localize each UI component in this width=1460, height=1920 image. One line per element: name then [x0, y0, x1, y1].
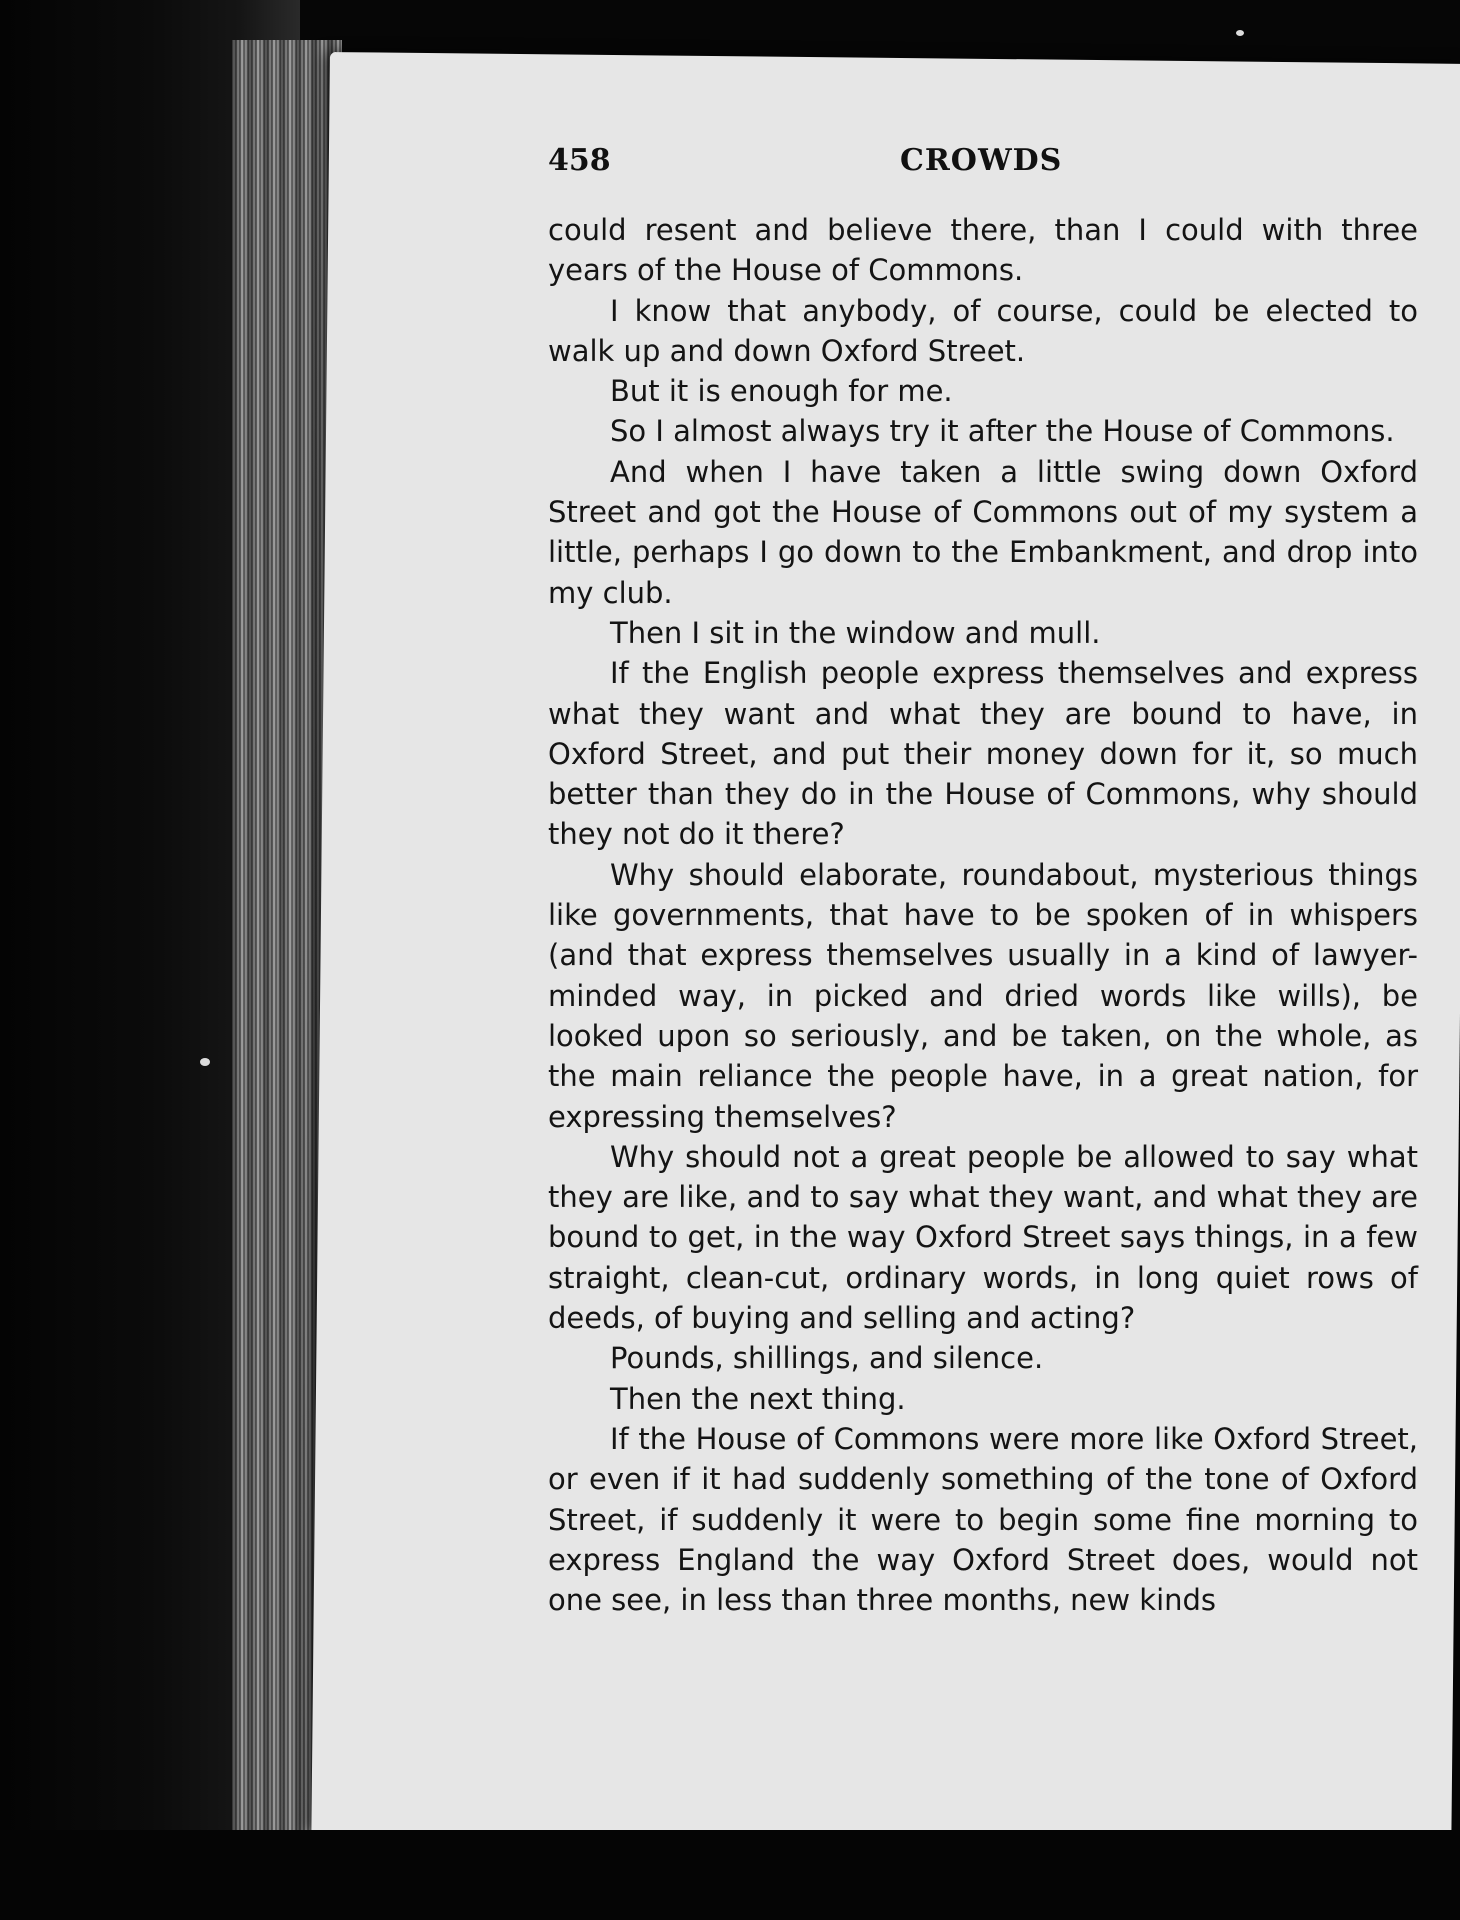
paragraph: I know that anybody, of course, could be elected to walk up and down Oxford Street.	[548, 293, 1418, 368]
paragraph: Why should not a great people be allowed to say what they are like, and to say what they want, and what they are bound to get, in the way Oxford Street says things, in a few straight, clean-cut, ordinary words, in long quiet rows of deeds, of buying and selling and acting?	[548, 1139, 1418, 1336]
paragraph: If the English people express themselves and express what they want and what they are bound to have, in Oxford Street, and put their money down for it, so much better than they do in the House of Commons, why should they not do it there?	[548, 656, 1418, 852]
paragraph: If the House of Commons were more like Oxford Street, or even if it had suddenly something of the tone of Oxford Street, if suddenly it were to begin some fine morning to express England the way Oxford Street does, would not one see, in less than three months, new kinds	[548, 1421, 1418, 1618]
page-header	[548, 143, 1408, 183]
paragraph: But it is enough for me.	[610, 374, 953, 409]
dust-speck	[1236, 30, 1244, 36]
bottom-shadow	[0, 1830, 1460, 1920]
page-number: 458	[548, 143, 611, 178]
body-text	[548, 210, 1418, 1620]
running-title: CROWDS	[900, 143, 1063, 178]
paragraph: Then the next thing.	[610, 1381, 906, 1416]
paragraph: So I almost always try it after the House of Commons.	[610, 414, 1395, 449]
paragraph: could resent and believe there, than I could with three years of the House of Commons.	[548, 213, 1418, 288]
paragraph: Then I sit in the window and mull.	[610, 615, 1101, 650]
paragraph: Pounds, shillings, and silence.	[610, 1341, 1044, 1376]
paragraph: Why should elaborate, roundabout, mysterious things like governments, that have to be spoken of in whispers (and that express themselves usually in a kind of lawyer-minded way, in picked and dried words like wills), be looked upon so seriously, and be taken, on the whole, as the main reliance the people have, in a great nation, for expressing themselves?	[548, 857, 1418, 1134]
paragraph: And when I have taken a little swing down Oxford Street and got the House of Commons out of my system a little, perhaps I go down to the Embankment, and drop into my club.	[548, 454, 1418, 610]
dust-speck	[200, 1058, 210, 1066]
